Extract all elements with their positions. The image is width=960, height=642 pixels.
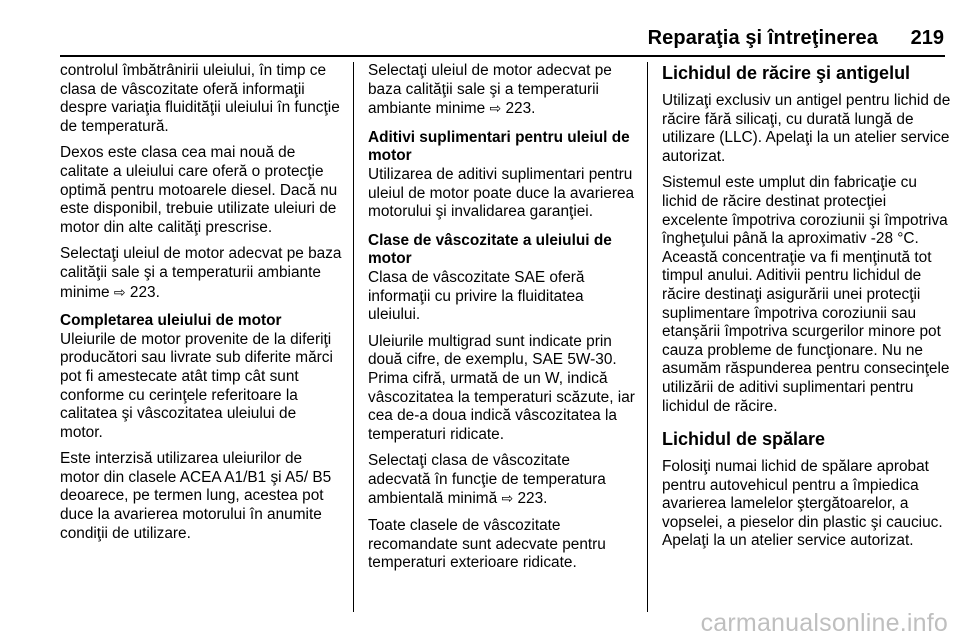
- heading-washer-fluid: Lichidul de spălare: [662, 429, 826, 450]
- paragraph: Toate clasele de vâscozitate recomandate sunt adecvate pentru temperaturi exterioare ridicate.: [368, 517, 606, 572]
- paragraph-with-reference: [60, 245, 342, 302]
- page-number: 219: [910, 27, 944, 49]
- paragraph: Folosiţi numai lichid de spălare aprobat pentru autovehicul pentru a împiedica avarierea lamelelor ştergătoarelor, a vopselei, a pieselor din plastic şi cauciuc. Apelaţi la un atelier service autorizat.: [662, 458, 943, 550]
- watermark: carmanualsonline.info: [700, 609, 948, 637]
- paragraph: Clasa de vâscozitate SAE oferă informaţii cu privire la fluiditatea uleiului.: [368, 268, 585, 324]
- paragraph: Utilizarea de aditivi suplimentari pentru uleiul de motor poate duce la avarierea motorului şi invalidarea garanţiei.: [368, 165, 635, 221]
- paragraph-text: Selectaţi clasa de vâscozitate adecvată în funcţie de temperatura ambientală minimă: [368, 452, 606, 508]
- column-1: [60, 62, 342, 551]
- paragraph: Este interzisă utilizarea uleiurilor de motor din clasele ACEA A1/B1 şi A5/ B5 deoarece, pe termen lung, acestea pot duce la avarierea motorului în anumite condiţii de utilizare.: [60, 450, 332, 542]
- page-header: [0, 0, 960, 58]
- subheading-additives: Aditivi suplimentari pentru uleiul de motor: [368, 128, 630, 165]
- heading-coolant: Lichidul de răcire şi antigelul: [662, 63, 911, 83]
- page-reference: 223.: [129, 283, 160, 301]
- paragraph: Utilizaţi exclusiv un antigel pentru lichid de răcire fără silicaţi, cu durată lungă de utilizare (LLC). Apelaţi la un atelier service autorizat.: [662, 92, 951, 165]
- page-reference: 223.: [505, 100, 536, 118]
- page-reference-icon: ⇨: [113, 283, 126, 300]
- paragraph: Dexos este clasa cea mai nouă de calitate a uleiului care oferă o protecţie optimă pentru motoarele diesel. Dacă nu este disponibil, trebuie utilizate uleiuri de motor din alte calităţi prescrise.: [60, 144, 338, 236]
- subheading-oil-topup: Completarea uleiului de motor: [60, 312, 282, 330]
- paragraph: Sistemul este umplut din fabricaţie cu lichid de răcire destinat protecţiei excelente împotriva coroziunii şi împotriva îngheţului până la aproximativ -28 °C. Această concentraţie va fi menţinută tot timpul anului. Aditivii pentru lichidul de răcire destinaţi asigurării unei protecţii suplimentare împotriva coroziunii sau etanşării împotriva scurgerilor minore pot cauza probleme de funcţionare. Nu ne asumăm răspunderea pentru consecinţele utilizării de aditivi suplimentari pentru lichidul de răcire.: [662, 174, 950, 415]
- page-reference: 223.: [517, 490, 548, 508]
- column-3: [662, 62, 952, 559]
- paragraph: Uleiurile multigrad sunt indicate prin două cifre, de exemplu, SAE 5W-30. Prima cifră, urmată de un W, indică vâscozitatea la temperaturi scăzute, iar cea de-a doua indică vâscozitatea la temperaturi ridicate.: [368, 332, 635, 443]
- paragraph-with-reference: [368, 62, 636, 119]
- paragraph: Uleiurile de motor provenite de la diferiţi producători sau livrate sub diferite mărci pot fi amestecate atât timp cât sunt conforme cu cerinţele referitoare la calitatea şi vâscozitatea uleiului de motor.: [60, 330, 333, 441]
- column-divider-2: [647, 62, 648, 612]
- column-divider-1: [353, 62, 354, 612]
- paragraph-text: Selectaţi uleiul de motor adecvat pe baza calităţii sale şi a temperaturii ambiante minime: [60, 245, 342, 301]
- paragraph-with-reference: [368, 452, 636, 509]
- subheading-viscosity-classes: Clase de vâscozitate a uleiului de motor: [368, 231, 612, 268]
- column-2: [368, 62, 636, 581]
- page-reference-icon: ⇨: [501, 490, 514, 507]
- paragraph-text: Selectaţi uleiul de motor adecvat pe baza calităţii sale şi a temperaturii ambiante minime: [368, 62, 612, 118]
- paragraph: controlul îmbătrânirii uleiului, în timp ce clasa de vâscozitate oferă informaţii despre variaţia fluidităţii uleiului în funcţie de temperatură.: [60, 62, 340, 135]
- section-title: Reparaţia şi întreţinerea: [647, 27, 878, 49]
- page-reference-icon: ⇨: [489, 100, 502, 117]
- header-rule: [60, 55, 945, 57]
